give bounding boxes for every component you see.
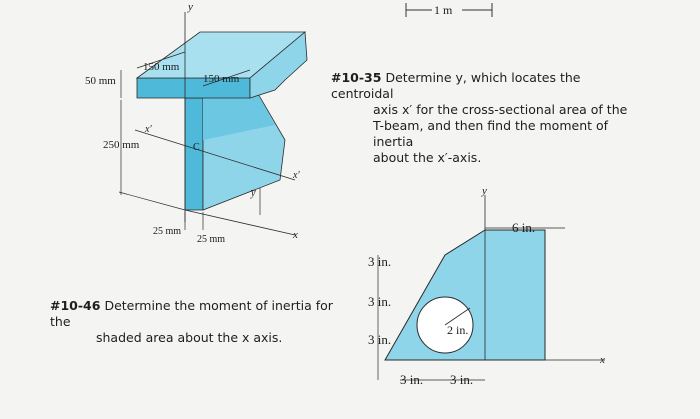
tbeam-web-front xyxy=(185,98,203,210)
shaded-label-6in: 6 in. xyxy=(512,220,536,235)
shaded-label-3in-a: 3 in. xyxy=(368,254,392,269)
tbeam-label-25-right: 25 mm xyxy=(197,234,226,245)
scale-bar xyxy=(400,0,500,20)
problem-number: #10-35 xyxy=(331,70,382,85)
tbeam-label-ybar: y̅ xyxy=(251,188,256,199)
tbeam-label-50: 50 mm xyxy=(85,75,116,87)
tbeam-label-150-left: 150 mm xyxy=(143,61,180,73)
shaded-label-3in-b: 3 in. xyxy=(368,294,392,309)
shaded-label-3in-c: 3 in. xyxy=(368,332,392,347)
shaded-label-bottom-a: 3 in. xyxy=(400,372,424,387)
problem-10-35 xyxy=(331,70,631,166)
problem-10-46 xyxy=(50,298,340,346)
tbeam-label-x: x xyxy=(293,229,298,241)
problem-text-line: Determine the moment of inertia for the xyxy=(50,298,333,329)
tbeam-label-xprime-right: x′ xyxy=(293,170,300,181)
tbeam-label-250: 250 mm xyxy=(103,139,140,151)
tbeam-label-25-left: 25 mm xyxy=(153,226,182,237)
problem-number: #10-46 xyxy=(50,298,101,313)
shaded-label-2in: 2 in. xyxy=(447,323,469,337)
shaded-label-bottom-b: 3 in. xyxy=(450,372,474,387)
shaded-area-figure xyxy=(360,180,630,405)
tbeam-label-y: y xyxy=(188,1,193,13)
tbeam-label-c: C xyxy=(193,142,200,153)
tbeam-label-xprime-left: x′ xyxy=(145,124,152,135)
problem-text-line: about the x′-axis. xyxy=(373,150,482,165)
problem-text-line: Determine y, which locates the centroidal xyxy=(331,70,581,101)
problem-text-line: axis x′ for the cross-sectional area of the xyxy=(373,102,628,117)
problem-text-line: shaded area about the x axis. xyxy=(96,330,283,345)
shaded-label-x: x xyxy=(600,354,605,366)
tbeam-label-150-right: 150 mm xyxy=(203,73,240,85)
problem-text-line: T-beam, and then find the moment of inertia xyxy=(373,118,609,149)
tbeam-figure xyxy=(75,0,335,260)
shaded-label-y: y xyxy=(482,185,487,197)
scale-label: 1 m xyxy=(434,3,453,17)
